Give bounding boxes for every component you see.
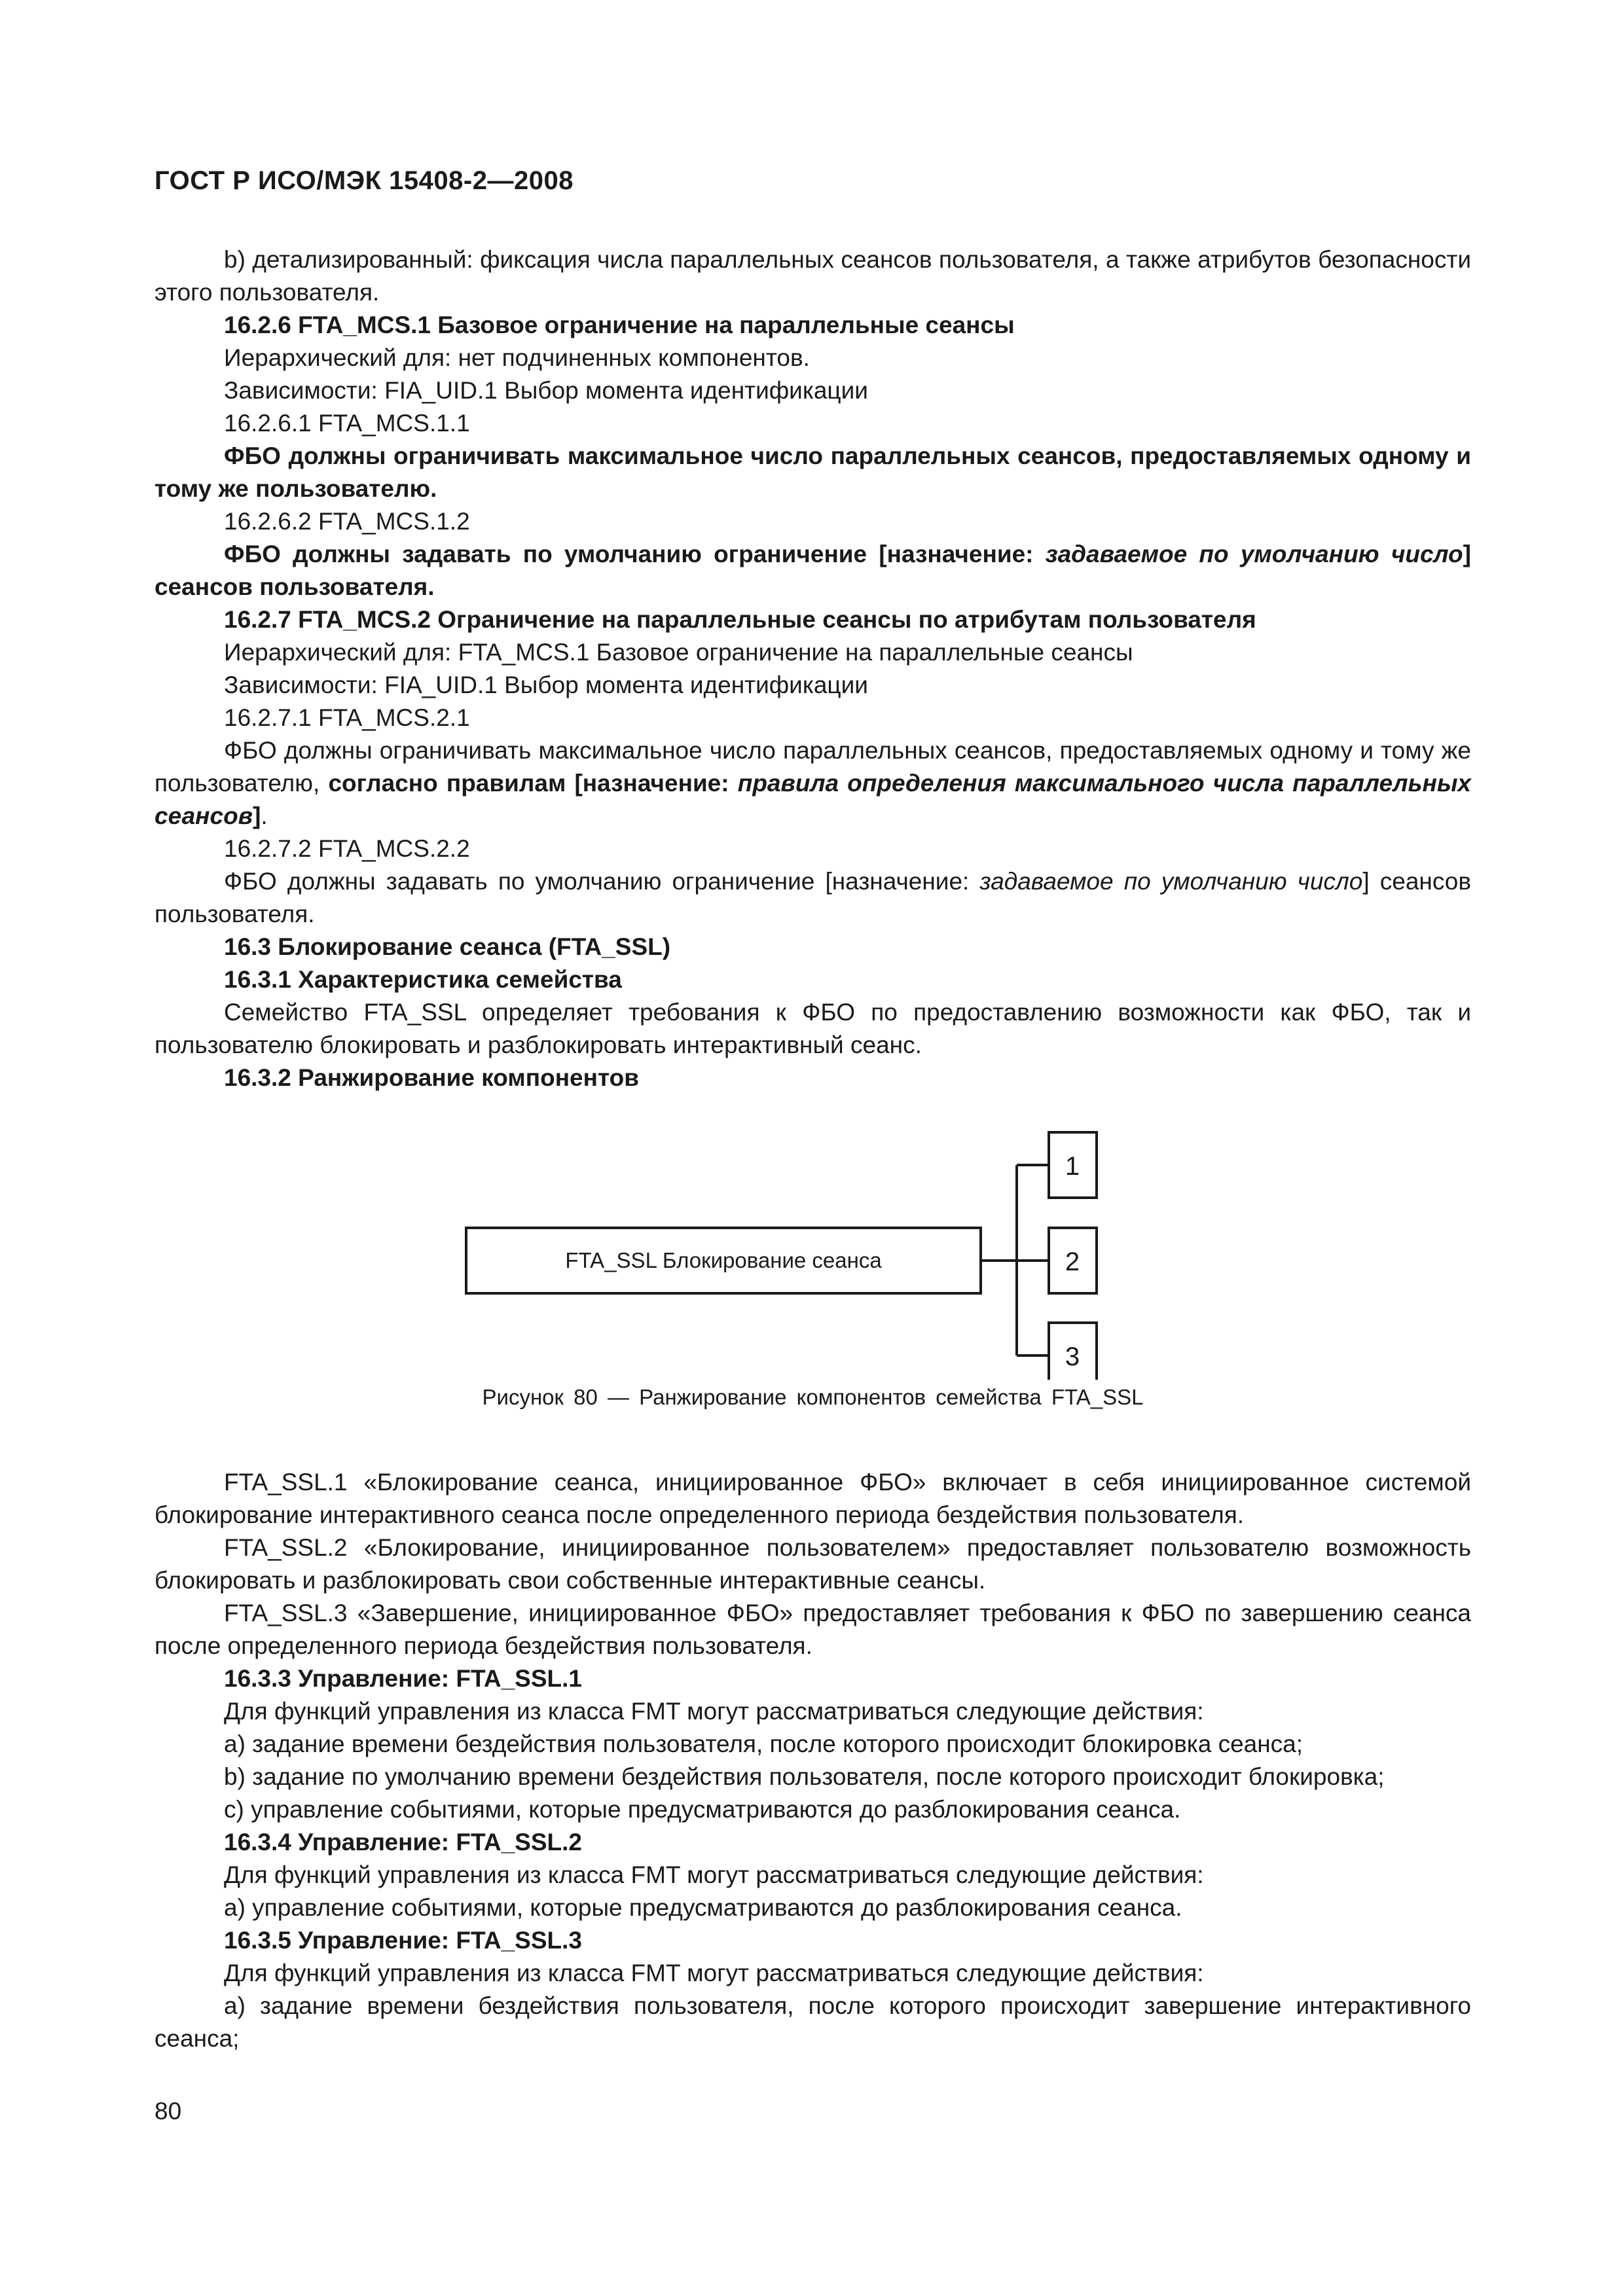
section-heading: 16.2.7 FTA_MCS.2 Ограничение на параллельные сеансы по атрибутам пользователя <box>224 606 1256 633</box>
paragraph: Для функций управления из класса FMT могут рассматриваться следующие действия: <box>224 1698 1204 1725</box>
section-heading: 16.3.5 Управление: FTA_SSL.3 <box>224 1927 582 1954</box>
text-run-bold: ] <box>253 802 261 829</box>
element-id: 16.2.7.1 FTA_MCS.2.1 <box>224 704 470 731</box>
paragraph: Зависимости: FIA_UID.1 Выбор момента идентификации <box>224 377 868 404</box>
paragraph: Зависимости: FIA_UID.1 Выбор момента идентификации <box>224 672 868 698</box>
paragraph: Иерархический для: FTA_MCS.1 Базовое ограничение на параллельные сеансы <box>224 639 1133 666</box>
paragraph: FTA_SSL.1 «Блокирование сеанса, инициированное ФБО» включает в себя инициированное системой блокирование интерактивного сеанса после определенного периода бездействия пользователя. <box>155 1469 1471 1528</box>
paragraph: FTA_SSL.2 «Блокирование, инициированное пользователем» предоставляет пользователю возможность блокировать и разблокировать свои собственные интерактивные сеансы. <box>155 1534 1471 1594</box>
list-item: a) задание времени бездействия пользователя, после которого происходит завершение интерактивного сеанса; <box>155 1992 1471 2052</box>
paragraph <box>155 865 1471 931</box>
figure-caption: Рисунок 80 — Ранжирование компонентов семейства FTA_SSL <box>482 1385 1144 1409</box>
levelling-diagram <box>155 1111 1471 1380</box>
paragraph: Семейство FTA_SSL определяет требования к ФБО по предоставлению возможности как ФБО, так и пользователю блокировать и разблокировать интерактивный сеанс. <box>155 999 1471 1058</box>
section-heading: 16.3.3 Управление: FTA_SSL.1 <box>224 1665 582 1692</box>
text-run: ] сеансов пользователя. <box>155 541 1471 600</box>
section-heading: 16.3.2 Ранжирование компонентов <box>224 1064 639 1091</box>
text-run: ФБО должны задавать по умолчанию ограничение [назначение: <box>224 541 1046 567</box>
element-id: 16.2.6.2 FTA_MCS.1.2 <box>224 508 470 535</box>
text-run-bold-italic: правила определения максимального числа параллельных сеансов <box>155 770 1472 829</box>
section-heading: 16.2.6 FTA_MCS.1 Базовое ограничение на параллельные сеансы <box>224 312 1015 338</box>
paragraph: Для функций управления из класса FMT могут рассматриваться следующие действия: <box>224 1960 1204 1986</box>
paragraph: Для функций управления из класса FMT могут рассматриваться следующие действия: <box>224 1861 1204 1888</box>
spacer <box>155 1432 1471 1466</box>
element-id: 16.2.7.2 FTA_MCS.2.2 <box>224 835 470 862</box>
component-label-3: 3 <box>1065 1342 1080 1371</box>
text-run-italic: задаваемое по умолчанию число <box>1045 541 1463 567</box>
section-heading: 16.3.4 Управление: FTA_SSL.2 <box>224 1829 582 1856</box>
element-id: 16.2.6.1 FTA_MCS.1.1 <box>224 410 470 437</box>
document-body <box>155 243 1471 2055</box>
paragraph: ФБО должны ограничивать максимальное число параллельных сеансов, предоставляемых одному и тому же пользователю. <box>155 442 1471 502</box>
page-number: 80 <box>155 2098 182 2125</box>
text-run-italic: задаваемое по умолчанию число <box>979 868 1363 895</box>
family-label: FTA_SSL Блокирование сеанса <box>565 1248 882 1272</box>
text-run: ФБО должны ограничивать максимальное число параллельных сеансов, предоставляемых одному и тому же пользователю, <box>155 737 1471 797</box>
list-item: c) управление событиями, которые предусматриваются до разблокирования сеанса. <box>224 1796 1181 1823</box>
component-label-2: 2 <box>1065 1247 1080 1276</box>
paragraph <box>155 538 1471 603</box>
paragraph: FTA_SSL.3 «Завершение, инициированное ФБО» предоставляет требования к ФБО по завершению сеанса после определенного периода бездействия пользователя. <box>155 1600 1471 1659</box>
text-run: . <box>261 802 268 829</box>
text-run-bold: согласно правилам [назначение: <box>328 770 738 797</box>
text-run: ] сеансов пользователя. <box>155 868 1471 927</box>
paragraph <box>155 734 1471 833</box>
document-header: ГОСТ Р ИСО/МЭК 15408-2—2008 <box>155 166 574 195</box>
list-item: a) задание времени бездействия пользователя, после которого происходит блокировка сеанса; <box>224 1731 1304 1757</box>
text-run: ФБО должны задавать по умолчанию ограничение [назначение: <box>224 868 980 895</box>
list-item: a) управление событиями, которые предусматриваются до разблокирования сеанса. <box>224 1894 1182 1921</box>
component-levelling-figure <box>155 1111 1471 1432</box>
paragraph: Иерархический для: нет подчиненных компонентов. <box>224 344 810 371</box>
paragraph: b) детализированный: фиксация числа параллельных сеансов пользователя, а также атрибутов безопасности этого пользователя. <box>155 246 1471 306</box>
section-heading: 16.3.1 Характеристика семейства <box>224 966 622 993</box>
list-item: b) задание по умолчанию времени бездействия пользователя, после которого происходит блокировка; <box>224 1763 1385 1790</box>
component-label-1: 1 <box>1065 1152 1080 1181</box>
section-heading: 16.3 Блокирование сеанса (FTA_SSL) <box>224 933 671 960</box>
